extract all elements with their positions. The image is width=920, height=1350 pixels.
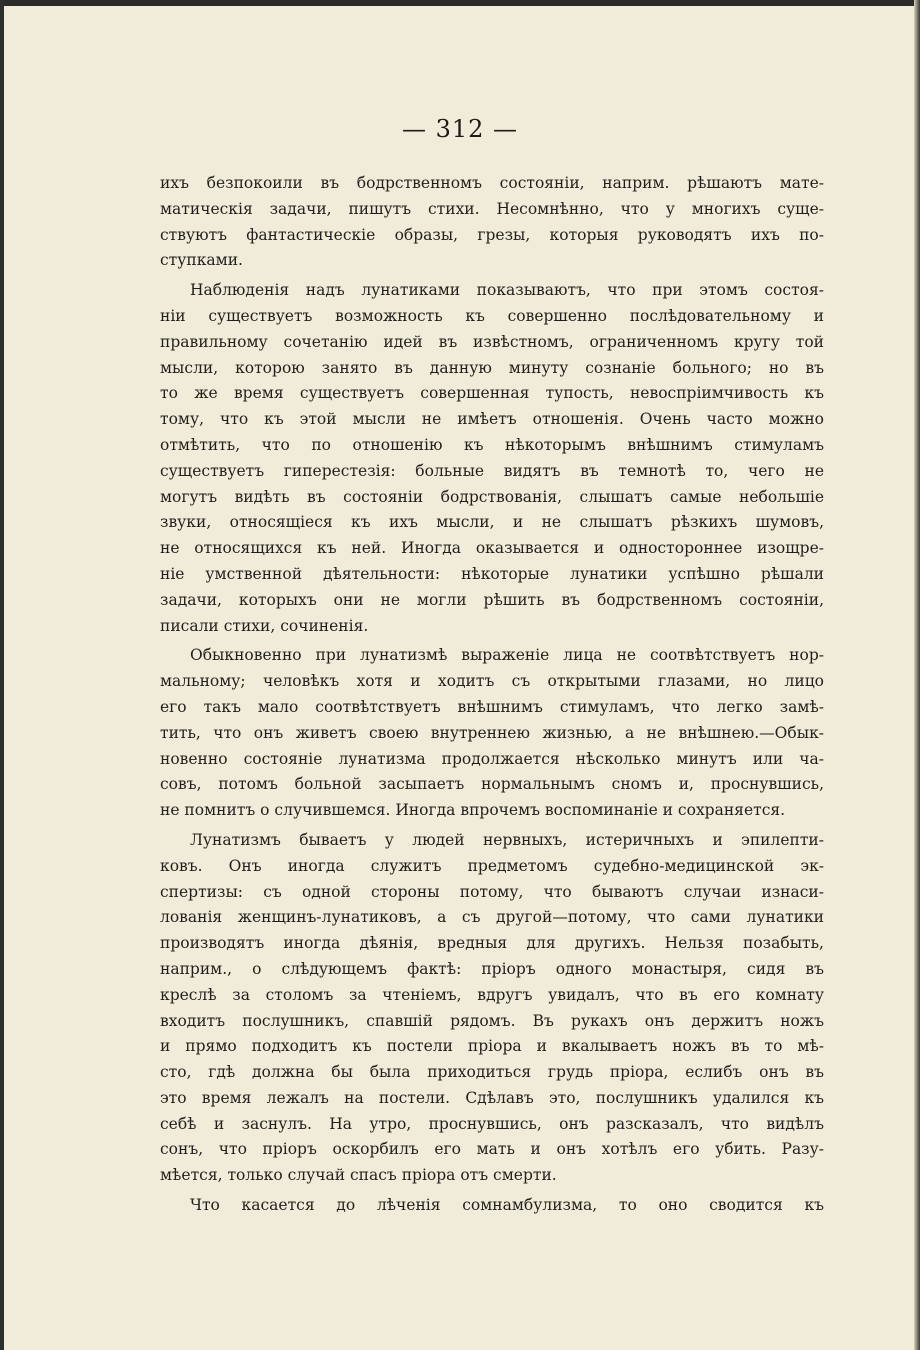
text-line: Наблюденія надъ лунатиками показываютъ, что при этомъ состоя- <box>190 281 824 300</box>
text-line: звуки, относящіеся къ ихъ мысли, и не слышатъ рѣзкихъ шумовъ, <box>160 513 824 532</box>
text-line: входитъ послушникъ, спавшій рядомъ. Въ рукахъ онъ держитъ ножъ <box>160 1011 824 1030</box>
text-line: не относящихся къ ней. Иногда оказывается и одностороннее изощре- <box>160 539 824 558</box>
text-line: мѣется, только случай спасъ пріора отъ смерти. <box>160 1166 557 1185</box>
text-line: ствуютъ фантастическіе образы, грезы, которыя руководятъ ихъ по- <box>160 225 824 244</box>
text-line: его такъ мало соотвѣтствуетъ внѣшнимъ стимуламъ, что легко замѣ- <box>160 697 824 716</box>
text-line: ихъ безпокоили въ бодрственномъ состояніи, наприм. рѣшаютъ мате- <box>160 174 824 192</box>
text-line: писали стихи, сочиненія. <box>160 616 369 635</box>
text-line: мальному; человѣкъ хотя и ходитъ съ открытыми глазами, но лицо <box>160 672 824 691</box>
text-line: сто, гдѣ должна бы была приходиться грудь пріора, еслибъ онъ въ <box>160 1063 824 1082</box>
text-line: правильному сочетанію идей въ извѣстномъ, ограниченномъ кругу той <box>160 332 824 351</box>
text-line: тому, что къ этой мысли не имѣетъ отношенія. Очень часто можно <box>160 410 824 429</box>
paragraph-5 <box>160 1193 824 1219</box>
text-line: могутъ видѣть въ состояніи бодрствованія, слышатъ самые небольшіе <box>160 487 824 506</box>
text-line: сонъ, что пріоръ оскорбилъ его мать и онъ хотѣлъ его убить. Разу- <box>160 1140 824 1159</box>
text-line: Что касается до лѣченія сомнамбулизма, то оно сводится къ <box>190 1196 824 1215</box>
paragraph-4 <box>160 828 824 1189</box>
text-body <box>160 171 824 1223</box>
text-line: ступками. <box>160 251 243 270</box>
text-line: ніе умственной дѣятельности: нѣкоторые лунатики успѣшно рѣшали <box>160 564 824 583</box>
text-line: ковъ. Онъ иногда служитъ предметомъ судебно-медицинской эк- <box>160 856 824 875</box>
text-line: Лунатизмъ бываетъ у людей нервныхъ, истеричныхъ и эпилепти- <box>190 830 824 849</box>
text-line: себѣ и заснулъ. На утро, проснувшись, онъ разсказалъ, что видѣлъ <box>160 1114 824 1133</box>
text-line: креслѣ за столомъ за чтеніемъ, вдругъ увидалъ, что въ его комнату <box>160 985 824 1004</box>
text-line: тить, что онъ живетъ своею внутреннею жизнью, а не внѣшнею.—Обык- <box>160 723 824 742</box>
text-line: наприм., о слѣдующемъ фактѣ: пріоръ одного монастыря, сидя въ <box>160 959 824 978</box>
text-line: производятъ иногда дѣянія, вредныя для другихъ. Нельзя позабыть, <box>160 934 824 953</box>
text-line: Обыкновенно при лунатизмѣ выраженіе лица не соотвѣтствуетъ нор- <box>190 646 824 665</box>
text-line: мысли, которою занято въ данную минуту сознаніе больного; но въ <box>160 358 824 377</box>
text-line: ніи существуетъ возможность къ совершенно послѣдовательному и <box>160 306 824 325</box>
paragraph-3 <box>160 643 824 824</box>
scan-left-edge <box>0 0 4 1350</box>
page-number: — 312 — <box>401 115 519 143</box>
text-line: задачи, которыхъ они не могли рѣшить въ бодрственномъ состояніи, <box>160 590 824 609</box>
text-line: лованія женщинъ-лунатиковъ, а съ другой—потому, что сами лунатики <box>160 908 824 927</box>
text-line: спертизы: съ одной стороны потому, что бываютъ случаи изнаси- <box>160 882 824 901</box>
text-line: матическія задачи, пишутъ стихи. Несомнѣнно, что у многихъ суще- <box>160 199 824 218</box>
text-line: отмѣтить, что по отношенію къ нѣкоторымъ внѣшнимъ стимуламъ <box>160 435 824 454</box>
text-line: совъ, потомъ больной засыпаетъ нормальнымъ сномъ и, проснувшись, <box>160 775 824 794</box>
text-line: и прямо подходитъ къ постели пріора и вкалываетъ ножъ въ то мѣ- <box>160 1037 824 1056</box>
paragraph-2 <box>160 278 824 639</box>
text-line: новенно состояніе лунатизма продолжается нѣсколько минутъ или ча- <box>160 749 824 768</box>
paragraph-1 <box>160 171 824 274</box>
text-line: существуетъ гиперестезія: больные видятъ въ темнотѣ то, чего не <box>160 461 824 480</box>
text-line: то же время существуетъ совершенная тупость, невоспріимчивость къ <box>160 384 824 403</box>
text-line: это время лежалъ на постели. Сдѣлавъ это, послушникъ удалился къ <box>160 1088 824 1107</box>
text-line: не помнитъ о случившемся. Иногда впрочемъ воспоминаніе и сохраняется. <box>160 801 786 820</box>
scan-top-edge <box>0 0 920 6</box>
scan-right-edge <box>914 0 920 1350</box>
